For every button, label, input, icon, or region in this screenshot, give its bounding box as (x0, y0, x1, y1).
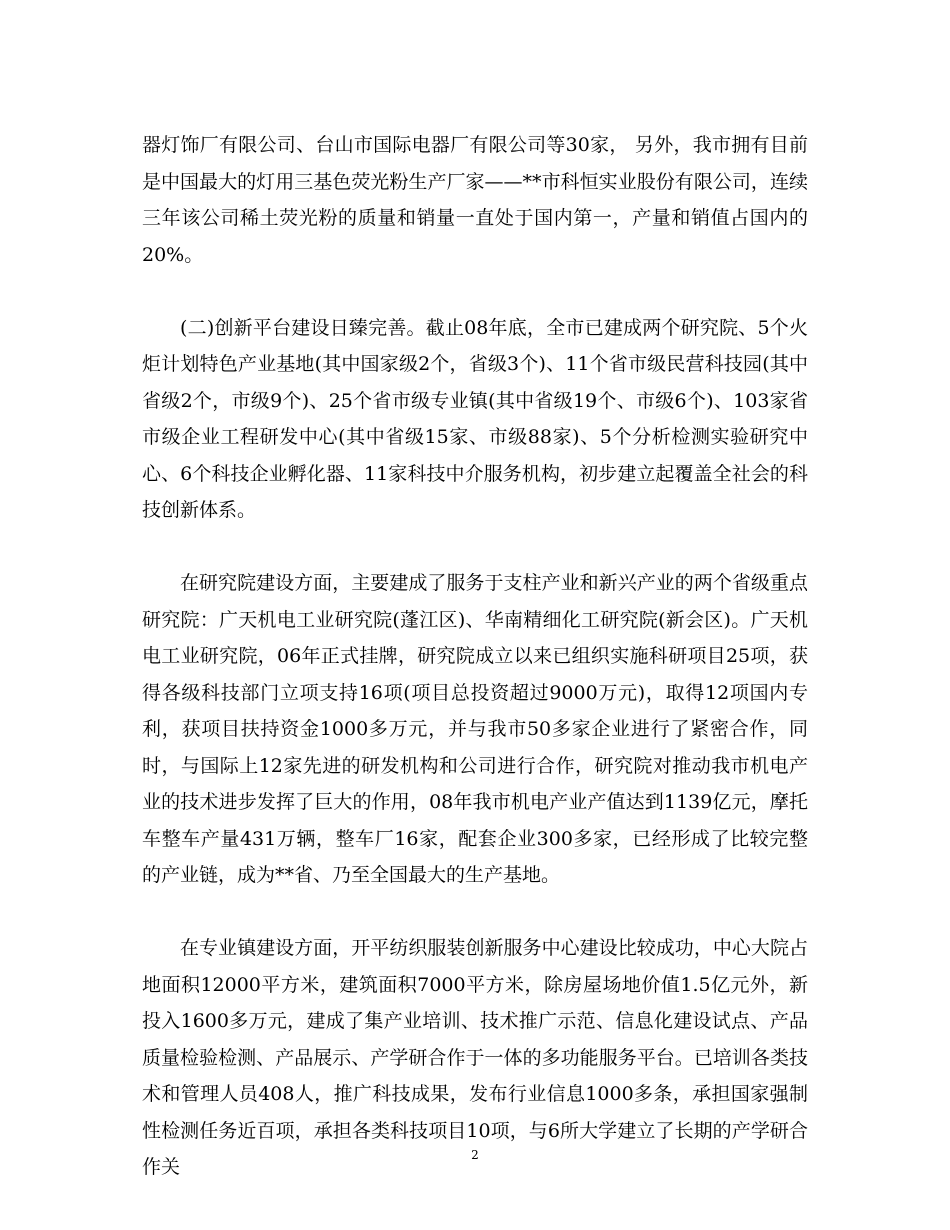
paragraph-continuation: 器灯饰厂有限公司、台山市国际电器厂有限公司等30家， 另外，我市拥有目前是中国最大的灯用三基色荧光粉生产厂家——**市科恒实业股份有限公司，连续三年该公司稀土荧光粉的质量和销量一直处于国内第一，产量和销值占国内的20%。 (142, 134, 808, 266)
paragraph-spacer (142, 529, 808, 566)
page-number: 2 (471, 1148, 479, 1162)
paragraph-innovation-platform: (二)创新平台建设日臻完善。截止08年底，全市已建成两个研究院、5个火炬计划特色产业基地(其中国家级2个，省级3个)、11个省市级民营科技园(其中省级2个，市级9个)、25个省市级专业镇(其中省级19个、市级6个)、103家省市级企业工程研发中心(其中省级15家、市级88家)、5个分析检测实验研究中心、6个科技企业孵化器、11家科技中介服务机构，初步建立起覆盖全社会的科技创新体系。 (142, 316, 808, 521)
paragraph-specialized-towns: 在专业镇建设方面，开平纺织服装创新服务中心建设比较成功，中心大院占地面积12000平方米，建筑面积7000平方米，除房屋场地价值1.5亿元外，新投入1600多万元，建成了集产业培训、技术推广示范、信息化建设试点、产品质量检验检测、产品展示、产学研合作于一体的多功能服务平台。已培训各类技术和管理人员408人，推广科技成果，发布行业信息1000多条，承担国家强制性检测任务近百项，承担各类科技项目10项，与6所大学建立了长期的产学研合作关 (142, 937, 808, 1178)
document-body (142, 127, 808, 1186)
paragraph-spacer (142, 894, 808, 931)
paragraph-spacer (142, 273, 808, 310)
paragraph-research-institutes: 在研究院建设方面，主要建成了服务于支柱产业和新兴产业的两个省级重点研究院：广天机电工业研究院(蓬江区)、华南精细化工研究院(新会区)。广天机电工业研究院，06年正式挂牌，研究院成立以来已组织实施科研项目25项，获得各级科技部门立项支持16项(项目总投资超过9000万元)，取得12项国内专利，获项目扶持资金1000多万元，并与我市50多家企业进行了紧密合作，同时，与国际上12家先进的研发机构和公司进行合作，研究院对推动我市机电产业的技术进步发挥了巨大的作用，08年我市机电产业产值达到1139亿元，摩托车整车产量431万辆，整车厂16家，配套企业300多家，已经形成了比较完整的产业链，成为**省、乃至全国最大的生产基地。 (142, 572, 808, 886)
